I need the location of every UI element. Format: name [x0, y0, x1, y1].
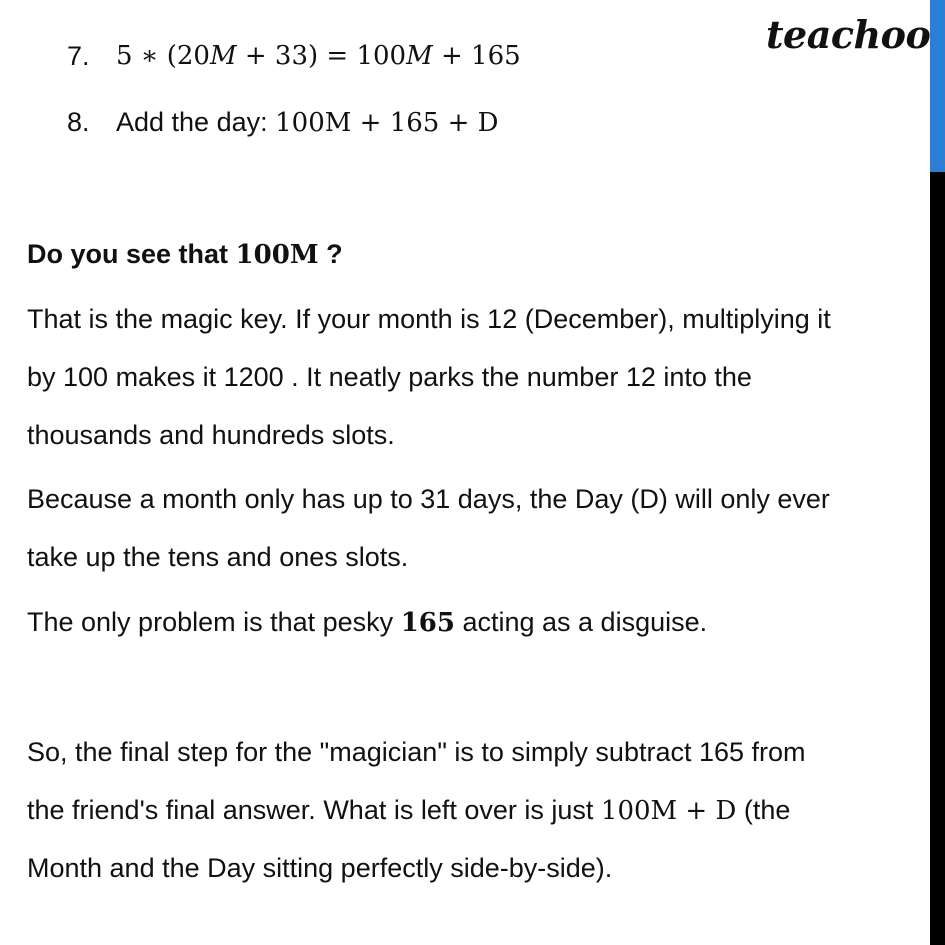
- para1-line1: That is the magic key. If your month is 12 (December), multiplying it: [27, 304, 831, 334]
- right-sidebar-bar: [930, 0, 945, 945]
- para3-line: The only problem is that pesky 165 acting as a disguise.: [27, 607, 708, 638]
- para2-line1: Because a month only has up to 31 days, the Day (D) will only ever: [27, 484, 830, 514]
- para1-line3: thousands and hundreds slots.: [27, 420, 395, 450]
- step-number-7: 7.: [67, 41, 90, 71]
- highlight-165: 165: [400, 608, 455, 638]
- step-8-math: 100M + 165 + D: [275, 108, 499, 138]
- expression-100m-plus-d: 100M + D: [600, 796, 737, 826]
- step-8-text: Add the day: 100M + 165 + D: [116, 107, 499, 138]
- question-heading: Do you see that 100M ?: [27, 239, 343, 270]
- sidebar-progress-accent: [930, 0, 945, 172]
- step-number-8: 8.: [67, 107, 90, 137]
- teachoo-logo: teachoo: [766, 12, 931, 57]
- para4-line3: Month and the Day sitting perfectly side-by-side).: [27, 853, 613, 883]
- step-7-expression: 5 ∗ (20M + 33) = 100M + 165: [116, 41, 521, 71]
- para2-line2: take up the tens and ones slots.: [27, 542, 409, 572]
- para4-line1: So, the final step for the "magician" is to simply subtract 165 from: [27, 737, 806, 767]
- para1-line2: by 100 makes it 1200 . It neatly parks the number 12 into the: [27, 362, 752, 392]
- para4-line2: the friend's final answer. What is left over is just 100M + D (the: [27, 795, 791, 826]
